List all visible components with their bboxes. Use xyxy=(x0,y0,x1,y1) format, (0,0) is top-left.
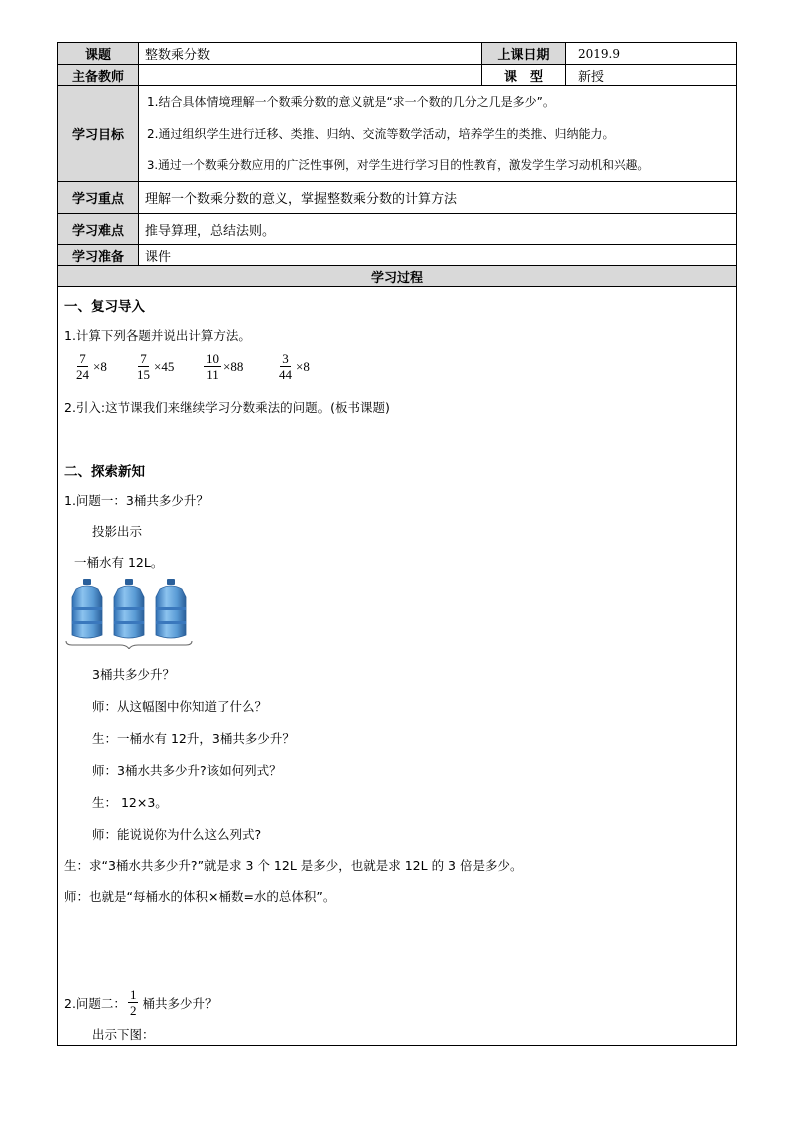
fraction-expression xyxy=(204,351,243,382)
given-info: 一桶水有 12L。 xyxy=(74,555,164,570)
fraction-numerator: 7 xyxy=(79,351,86,366)
key-point-value: 理解一个数乘分数的意义，掌握整数乘分数的计算方法 xyxy=(138,182,738,213)
topic-value: 整数乘分数 xyxy=(138,43,481,64)
fraction-denominator: 15 xyxy=(137,367,150,382)
type-value: 新授 xyxy=(565,65,738,85)
fraction-operation: ×8 xyxy=(296,358,310,374)
dialogue-line: 师：能说说你为什么这么列式? xyxy=(92,827,262,842)
row-key-point xyxy=(58,182,736,214)
teacher-value xyxy=(138,65,481,85)
process-body xyxy=(58,287,736,1047)
goal-item: 3.通过一个数乘分数应用的广泛性事例，对学生进行学习目的性教育，激发学生学习动机和兴趣。 xyxy=(147,158,650,172)
difficulty-value: 推导算理，总结法则。 xyxy=(138,214,738,244)
topic-label: 课题 xyxy=(58,43,138,64)
problem-2-suffix: 桶共多少升？ xyxy=(142,995,218,1011)
row-goals xyxy=(58,86,736,182)
fraction-expression xyxy=(128,987,141,1018)
date-label: 上课日期 xyxy=(481,43,565,64)
row-topic xyxy=(58,43,736,65)
process-title: 学习过程 xyxy=(58,266,736,286)
fraction-numerator: 7 xyxy=(140,351,147,366)
goals-label: 学习目标 xyxy=(58,86,138,181)
review-question-1: 1.计算下列各题并说出计算方法。 xyxy=(64,328,251,343)
preparation-value: 课件 xyxy=(138,245,738,265)
row-difficulty xyxy=(58,214,736,245)
problem-2 xyxy=(64,987,217,1018)
dialogue-line: 生：求“3桶水共多少升?”就是求 3 个 12L 是多少，也就是求 12L 的 3 倍是多少。 xyxy=(64,858,523,873)
brace xyxy=(66,641,192,649)
goals-content xyxy=(138,86,738,181)
problem-1: 1.问题一：3桶共多少升？ xyxy=(64,493,209,508)
row-teacher xyxy=(58,65,736,86)
fraction-expression xyxy=(135,351,174,382)
fraction-numerator: 10 xyxy=(206,351,219,366)
water-bottles-image xyxy=(64,577,194,649)
row-preparation xyxy=(58,245,736,266)
section1-heading: 一、复习导入 xyxy=(64,299,145,315)
preparation-label: 学习准备 xyxy=(58,245,138,265)
show-figure-note: 出示下图： xyxy=(92,1027,155,1042)
fraction-denominator: 2 xyxy=(129,1003,137,1018)
problem-2-prefix: 2.问题二： xyxy=(64,995,126,1011)
goal-item: 1.结合具体情境理解一个数乘分数的意义就是“求一个数的几分之几是多少”。 xyxy=(147,95,555,109)
fraction-operation: ×88 xyxy=(223,358,244,374)
fraction-denominator: 11 xyxy=(206,367,219,382)
fraction-operation: ×8 xyxy=(93,358,107,374)
review-question-2: 2.引入:这节课我们来继续学习分数乘法的问题。(板书课题) xyxy=(64,400,390,415)
fraction-expression xyxy=(74,351,107,382)
problem-1-question: 3桶共多少升？ xyxy=(92,667,175,682)
fraction-numerator: 1 xyxy=(129,987,137,1002)
goal-item: 2.通过组织学生进行迁移、类推、归纳、交流等数学活动，培养学生的类推、归纳能力。 xyxy=(147,127,615,141)
section2-heading: 二、探索新知 xyxy=(64,464,145,480)
row-process-title xyxy=(58,266,736,287)
dialogue-line: 师：也就是“每桶水的体积×桶数=水的总体积”。 xyxy=(64,889,336,904)
fraction-numerator: 3 xyxy=(282,351,289,366)
water-bottle-icon xyxy=(114,579,144,638)
water-bottle-icon xyxy=(72,579,102,638)
date-value: 2019.9 xyxy=(565,43,738,64)
dialogue-line: 生：一桶水有 12升，3桶共多少升？ xyxy=(92,731,295,746)
fraction-denominator: 44 xyxy=(279,367,292,382)
dialogue-line: 生： 12×3。 xyxy=(92,795,168,810)
teacher-label: 主备教师 xyxy=(58,65,138,85)
projection-note: 投影出示 xyxy=(92,524,143,539)
dialogue-line: 师：3桶水共多少升?该如何列式？ xyxy=(92,763,282,778)
dialogue-line: 师：从这幅图中你知道了什么？ xyxy=(92,699,268,714)
water-bottle-icon xyxy=(156,579,186,638)
lesson-plan-table xyxy=(57,42,737,1046)
fraction-operation: ×45 xyxy=(154,358,175,374)
difficulty-label: 学习难点 xyxy=(58,214,138,244)
fraction-expression xyxy=(277,351,310,382)
fraction-denominator: 24 xyxy=(76,367,89,382)
key-point-label: 学习重点 xyxy=(58,182,138,213)
type-label: 课 型 xyxy=(481,65,565,85)
